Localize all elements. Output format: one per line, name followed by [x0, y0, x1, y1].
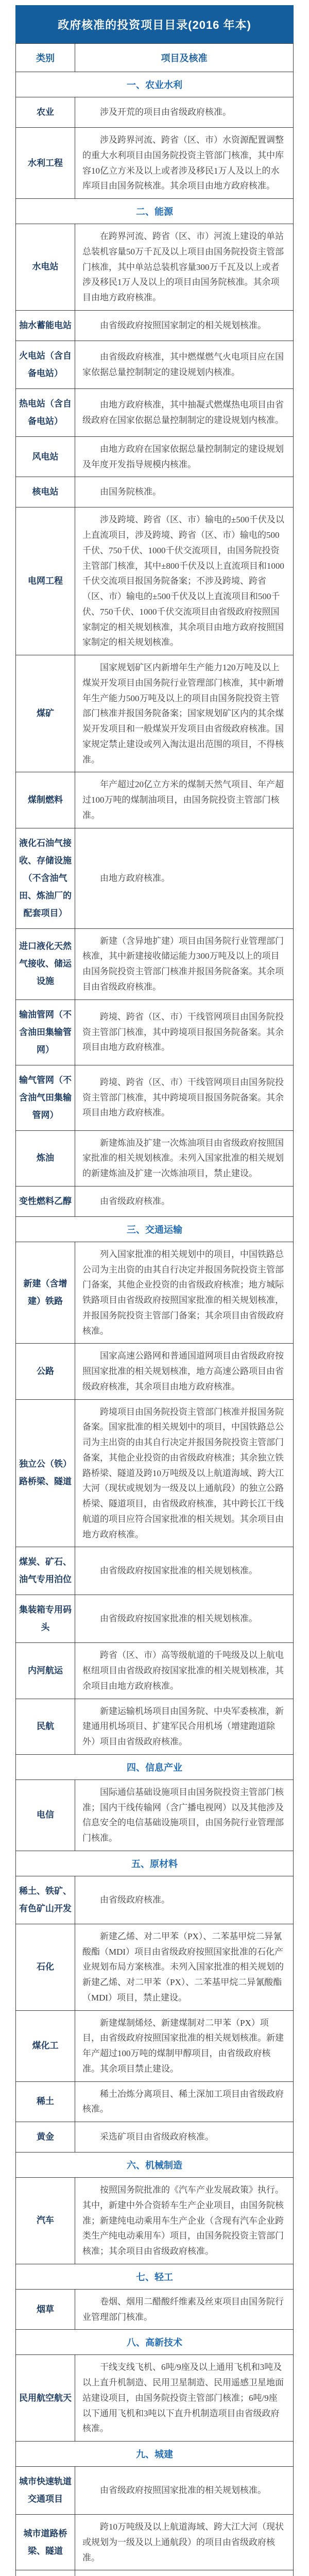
approval-cell — [75, 1399, 294, 1547]
approval-cell — [75, 772, 294, 828]
table-row — [16, 507, 294, 655]
category-cell: 煤化工 — [16, 2010, 75, 2081]
approval-cell — [75, 310, 294, 341]
table-row — [16, 1130, 294, 1186]
approval-cell — [75, 2467, 294, 2515]
table-row — [16, 1699, 294, 1754]
catalog-table-body — [16, 72, 294, 2576]
column-header-row — [16, 44, 294, 72]
approval-text: 跨境、跨省（区、市）干线管网项目由国务院投资主管部门核准，其中跨境项目报国务院备案。其余项目由地方政府核准。 — [82, 1009, 286, 1055]
section-heading: 七、轻工 — [16, 2264, 294, 2289]
category-cell: 公路 — [16, 1344, 75, 1399]
section-heading: 三、交通运输 — [16, 1216, 294, 1242]
section-heading-row — [16, 2330, 294, 2355]
table-row — [16, 828, 294, 928]
table-row — [16, 655, 294, 772]
category-cell: 煤炭、矿石、油气专用泊位 — [16, 1547, 75, 1595]
table-row — [16, 2010, 294, 2081]
title-band — [15, 5, 294, 43]
section-heading-row — [16, 2264, 294, 2289]
approval-cell — [75, 1780, 294, 1851]
approval-cell — [75, 1595, 294, 1643]
approval-text: 新建煤制烯烃、新建煤制对二甲苯（PX）项目，由省级政府按照国家批准的相关规划核准。新建年产超过100万吨的煤制甲醇项目，由省级政府核准。其余项目禁止建设。 — [82, 2015, 286, 2077]
table-row — [16, 341, 294, 388]
approval-text: 由省级政府按照国家批准的相关规划核准。 — [82, 2483, 286, 2498]
approval-text: 由省级政府核准。 — [82, 1194, 286, 1209]
approval-cell — [75, 1065, 294, 1130]
category-cell: 水电站 — [16, 224, 75, 311]
approval-text: 由省级政府核准，其中燃煤燃气火电项目应在国家依据总量控制制定的建设规划内核准。 — [82, 349, 286, 380]
approval-text: 跨境项目由国务院投资主管部门核准并报国务院备案。国家批准的相关规划中的项目，中国铁路总公司为主出资的由其自行决定并报国务院投资主管部门备案，其他企业投资的由省级政府核准；其余独立铁路桥梁、隧道及跨10万吨级及以上航道海域、跨大江大河（现状或规划为一级及以上通航段）的独立公路桥梁、隧道项目，由省级政府核准，其中跨长江干线航道的项目应符合国家批准的相关规划。其余项目由地方政府核准。 — [82, 1404, 286, 1543]
approval-cell — [75, 1186, 294, 1216]
approval-cell — [75, 2010, 294, 2081]
category-cell: 进口液化天然气接收、储运设施 — [16, 928, 75, 999]
approval-text: 在跨界河流、跨省（区、市）河流上建设的单站总装机容量50万千瓦及以上项目由国务院投资主管部门核准，其中单站总装机容量300万千瓦及以上或者涉及移民1万人及以上的项目由国务院核准。其余项目由地方政府核准。 — [82, 229, 286, 306]
category-cell: 炼油 — [16, 1130, 75, 1186]
column-header-category: 类别 — [16, 44, 75, 72]
category-cell: 电信 — [16, 1780, 75, 1851]
approval-text: 跨省（区、市）高等级航道的千吨级及以上航电枢纽项目由省级政府按国家批准的相关规划核准，其余项目由地方政府核准。 — [82, 1648, 286, 1693]
approval-cell — [75, 1130, 294, 1186]
approval-text: 由地方政府核准。 — [82, 871, 286, 886]
table-row — [16, 2178, 294, 2264]
category-cell: 煤制燃料 — [16, 772, 75, 828]
section-heading: 八、高新技术 — [16, 2330, 294, 2355]
category-cell: 农业 — [16, 97, 75, 128]
approval-text: 跨境、跨省（区、市）干线管网项目由国务院投资主管部门核准，其中跨境项目报国务院备案。其余项目由地方政府核准。 — [82, 1075, 286, 1121]
category-cell: 抽水蓄能电站 — [16, 310, 75, 341]
approval-text: 涉及跨界河流、跨省（区、市）水资源配置调整的重大水利项目由国务院投资主管部门核准，其中库容10亿立方米及以上或者涉及移民1万人及以上的水库项目由国务院核准。其余项目由地方政府核准。 — [82, 132, 286, 194]
approval-cell — [75, 655, 294, 772]
category-cell: 火电站（含自备电站） — [16, 341, 75, 388]
table-row — [16, 2122, 294, 2153]
table-row — [16, 1547, 294, 1595]
category-cell: 新建（含增建）铁路 — [16, 1242, 75, 1344]
section-heading: 四、信息产业 — [16, 1754, 294, 1780]
table-row — [16, 1186, 294, 1216]
table-row — [16, 2289, 294, 2330]
table-row — [16, 772, 294, 828]
approval-cell — [75, 1643, 294, 1699]
table-row — [16, 1065, 294, 1130]
approval-cell — [75, 999, 294, 1065]
approval-text: 按照国务院批准的《汽车产业发展政策》执行。其中，新建中外合资轿车生产企业项目，由国务院核准；新建纯电动乘用车生产企业（含现有汽车企业跨类生产纯电动乘用车）项目，由国务院投资主管部门核准；其余项目由省级政府核准。 — [82, 2182, 286, 2259]
category-cell: 液化石油气接收、存储设施（不含油气田、炼油厂的配套项目） — [16, 828, 75, 928]
table-row — [16, 2081, 294, 2122]
table-row — [16, 2467, 294, 2515]
table-row — [16, 1595, 294, 1643]
approval-text: 由国务院核准。 — [82, 484, 286, 500]
approval-text: 卷烟、烟用二醋酸纤维素及丝束项目由国务院行业管理部门核准。 — [82, 2294, 286, 2325]
approval-cell — [75, 2178, 294, 2264]
approval-cell — [75, 2289, 294, 2330]
section-heading-row — [16, 2153, 294, 2178]
approval-cell — [75, 128, 294, 199]
approval-cell — [75, 1876, 294, 1924]
category-cell: 城市快速轨道交通项目 — [16, 2467, 75, 2515]
table-row — [16, 1344, 294, 1399]
table-row — [16, 388, 294, 436]
approval-cell — [75, 2081, 294, 2122]
category-cell: 热电站（含自备电站） — [16, 388, 75, 436]
category-cell: 变性燃料乙醇 — [16, 1186, 75, 1216]
section-heading: 一、农业水利 — [16, 72, 294, 97]
table-row — [16, 1924, 294, 2010]
table-row — [16, 1399, 294, 1547]
category-cell: 电网工程 — [16, 507, 75, 655]
infographic-page — [0, 5, 309, 2576]
approval-cell — [75, 1699, 294, 1754]
approval-cell — [75, 97, 294, 128]
section-heading-row — [16, 1754, 294, 1780]
approval-text: 由省级政府按国家批准的相关规划核准。 — [82, 1611, 286, 1626]
table-row — [16, 310, 294, 341]
category-cell: 集装箱专用码头 — [16, 1595, 75, 1643]
category-cell: 稀土 — [16, 2081, 75, 2122]
column-header-approval: 项目及核准 — [75, 44, 294, 72]
category-cell: 核电站 — [16, 477, 75, 507]
approval-text: 新建（含异地扩建）项目由国务院行业管理部门核准，其中新建接收储运能力300万吨及以上的项目由国务院投资主管部门核准并报国务院备案。其余项目由省级政府核准。 — [82, 934, 286, 995]
category-cell: 水利工程 — [16, 128, 75, 199]
approval-text: 干线支线飞机、6吨/9座及以上通用飞机和3吨及以上直升机制造、民用卫星制造、民用遥感卫星地面站建设项目，由国务院投资主管部门核准；6吨/9座以下通用飞机和3吨以下直升机制造项目由省级政府核准。 — [82, 2360, 286, 2436]
approval-text: 列入国家批准的相关规划中的项目，中国铁路总公司为主出资的由其自行决定并报国务院投资主管部门备案，其他企业投资的由省级政府核准；地方城际铁路项目由省级政府按照国家批准的相关规划核准，并报国务院投资主管部门备案；其余项目由省级政府核准。 — [82, 1247, 286, 1339]
category-cell: 黄金 — [16, 2122, 75, 2153]
approval-text: 国家规划矿区内新增年生产能力120万吨及以上煤炭开发项目由国务院行业管理部门核准，其中新增年生产能力500万吨及以上的项目由国务院投资主管部门核准并报国务院备案；国家规划矿区内的其余煤炭开发项目和一般煤炭开发项目由省级政府核准。国家规定禁止建设或列入淘汰退出范围的项目，不得核准。 — [82, 660, 286, 767]
approval-text: 国家高速公路网和普通国道网项目由省级政府按照国家批准的相关规划核准，地方高速公路项目由省级政府核准，其余项目由地方政府核准。 — [82, 1348, 286, 1394]
table-row — [16, 97, 294, 128]
table-row — [16, 436, 294, 477]
category-cell: 内河航运 — [16, 1643, 75, 1699]
table-row — [16, 2515, 294, 2570]
approval-cell — [75, 828, 294, 928]
approval-cell — [75, 1547, 294, 1595]
approval-cell — [75, 1924, 294, 2010]
approval-text: 年产超过20亿立方米的煤制天然气项目、年产超过100万吨的煤制油项目，由国务院投资主管部门核准。 — [82, 777, 286, 823]
approval-text: 国际通信基础设施项目由国务院投资主管部门核准；国内干线传输网（含广播电视网）以及其他涉及信息安全的电信基础设施项目，由国务院行业管理部门核准。 — [82, 1785, 286, 1846]
approval-text: 由地方政府核准，其中抽凝式燃煤热电项目由省级政府在国家依据总量控制制定的建设规划内核准。 — [82, 397, 286, 428]
table-row — [16, 2355, 294, 2442]
category-cell: 汽车 — [16, 2178, 75, 2264]
approval-text: 由省级政府按照国家制定的相关规划核准。 — [82, 318, 286, 333]
approval-cell — [75, 507, 294, 655]
approval-cell — [75, 928, 294, 999]
table-row — [16, 1780, 294, 1851]
table-row — [16, 1876, 294, 1924]
section-heading-row — [16, 199, 294, 224]
section-heading-row — [16, 2442, 294, 2467]
table-row — [16, 477, 294, 507]
approval-text: 新建运输机场项目由国务院、中央军委核准，新建通用机场项目、扩建军民合用机场（增建跑道除外）项目由省级政府核准。 — [82, 1704, 286, 1750]
approval-text: 新建乙烯、对二甲苯（PX）、二苯基甲烷二异氰酸酯（MDI）项目由省级政府按照国家批准的石化产业规划布局方案核准。未列入国家批准的相关规划的新建乙烯、对二甲苯（PX）、二苯基甲烷二异氰酸酯（MDI）项目，禁止建设。 — [82, 1929, 286, 2006]
section-heading: 二、能源 — [16, 199, 294, 224]
approval-text: 由省级政府按国家批准的相关规划核准。 — [82, 1563, 286, 1579]
category-cell: 石化 — [16, 1924, 75, 2010]
approval-cell — [75, 2355, 294, 2442]
page-title: 政府核准的投资项目目录(2016 年本) — [58, 16, 251, 32]
approval-text: 涉及开荒的项目由省级政府核准。 — [82, 105, 286, 120]
category-cell: 煤矿 — [16, 655, 75, 772]
section-heading: 九、城建 — [16, 2442, 294, 2467]
category-cell: 输气管网（不含油气田集输管网） — [16, 1065, 75, 1130]
category-cell: 风电站 — [16, 436, 75, 477]
approval-text: 跨10万吨级及以上航道海域、跨大江大河（现状或规划为一级及以上通航段）的项目由省级政府核准。 — [82, 2519, 286, 2565]
section-heading: 五、原材料 — [16, 1851, 294, 1876]
table-row — [16, 2570, 294, 2576]
approval-cell — [75, 477, 294, 507]
table-row — [16, 128, 294, 199]
approval-text: 涉及跨境、跨省（区、市）输电的±500千伏及以上直流项目，涉及跨境、跨省（区、市）输电的500千伏、750千伏、1000千伏交流项目，由国务院投资主管部门核准，其中±800千伏及以上直流项目和1000千伏交流项目报国务院备案；不涉及跨境、跨省（区、市）输电的±500千伏及以上直流项目和500千伏、750千伏、1000千伏交流项目由省级政府按照国家制定的相关规划核准，其余项目由地方政府按照国家制定的相关规划核准。 — [82, 512, 286, 650]
category-cell: 独立公（铁）路桥梁、隧道 — [16, 1399, 75, 1547]
approval-cell — [75, 436, 294, 477]
approval-cell — [75, 224, 294, 311]
approval-text: 采选矿项目由省级政府核准。 — [82, 2129, 286, 2145]
category-cell: 烟草 — [16, 2289, 75, 2330]
approval-cell — [75, 2570, 294, 2576]
section-heading: 六、机械制造 — [16, 2153, 294, 2178]
section-heading-row — [16, 72, 294, 97]
section-heading-row — [16, 1851, 294, 1876]
category-cell: 稀土、铁矿、有色矿山开发 — [16, 1876, 75, 1924]
table-row — [16, 224, 294, 311]
approval-cell — [75, 2515, 294, 2570]
approval-text: 由省级政府核准。 — [82, 1892, 286, 1908]
approval-text: 新建炼油及扩建一次炼油项目由省级政府按照国家批准的相关规划核准。未列入国家批准的相关规划的新建炼油及扩建一次炼油项目，禁止建设。 — [82, 1136, 286, 1181]
category-cell — [16, 2570, 75, 2576]
table-row — [16, 1242, 294, 1344]
category-cell: 民航 — [16, 1699, 75, 1754]
approval-catalog-table — [15, 43, 294, 2576]
section-heading-row — [16, 1216, 294, 1242]
approval-cell — [75, 1344, 294, 1399]
category-cell: 城市道路桥梁、隧道 — [16, 2515, 75, 2570]
approval-text: 由地方政府在国家依据总量控制制定的建设规划及年度开发指导规模内核准。 — [82, 442, 286, 472]
approval-cell — [75, 2122, 294, 2153]
approval-cell — [75, 341, 294, 388]
table-row — [16, 928, 294, 999]
approval-text: 稀土冶炼分离项目、稀土深加工项目由省级政府核准。 — [82, 2087, 286, 2117]
approval-cell — [75, 1242, 294, 1344]
category-cell: 输油管网（不含油田集输管网） — [16, 999, 75, 1065]
category-cell: 民用航空航天 — [16, 2355, 75, 2442]
table-row — [16, 999, 294, 1065]
table-row — [16, 1643, 294, 1699]
approval-cell — [75, 388, 294, 436]
